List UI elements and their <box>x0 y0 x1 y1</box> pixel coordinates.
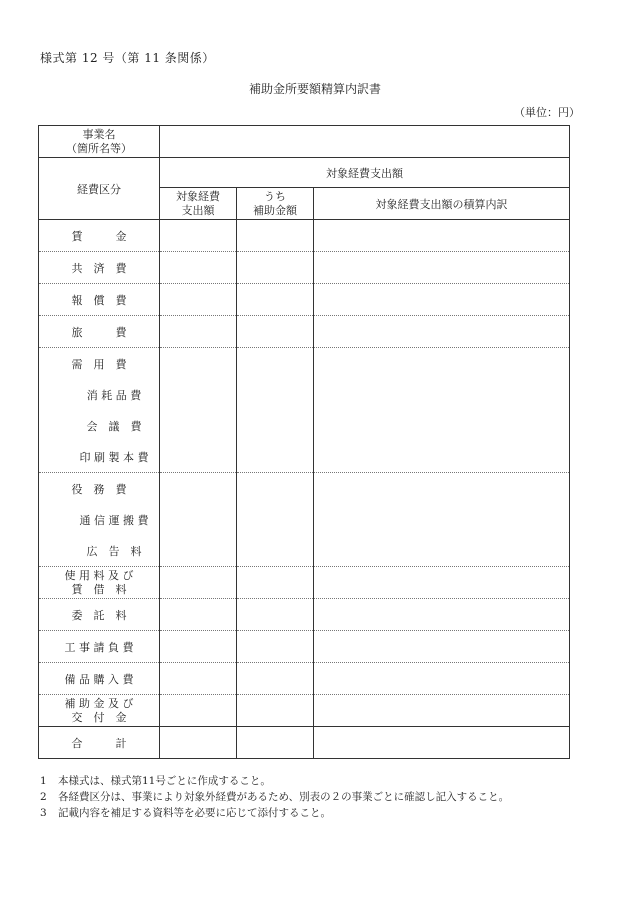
row-remuneration <box>39 284 570 316</box>
category-label: 役 務 費 <box>39 473 160 505</box>
row-meeting <box>39 410 570 441</box>
category-label: 工 事 請 負 費 <box>39 631 160 663</box>
subsidy-cell[interactable] <box>237 284 314 316</box>
breakdown-cell[interactable] <box>314 410 570 441</box>
row-equipment <box>39 663 570 695</box>
subsidy-cell[interactable] <box>237 695 314 727</box>
breakdown-cell[interactable] <box>314 599 570 631</box>
category-label: 旅 費 <box>39 316 160 348</box>
row-communication <box>39 504 570 535</box>
category-label: 賃 金 <box>39 220 160 252</box>
category-label: 需 用 費 <box>39 348 160 380</box>
subsidy-cell[interactable] <box>237 631 314 663</box>
breakdown-cell[interactable] <box>314 663 570 695</box>
breakdown-cell[interactable] <box>314 348 570 380</box>
row-mutual-aid <box>39 252 570 284</box>
spending-cell[interactable] <box>160 316 237 348</box>
row-services <box>39 473 570 505</box>
breakdown-cell[interactable] <box>314 695 570 727</box>
document-title: 補助金所要額精算内訳書 <box>248 82 381 96</box>
notes <box>40 773 509 821</box>
spending-cell[interactable] <box>160 252 237 284</box>
spending-cell[interactable] <box>160 535 237 567</box>
breakdown-cell[interactable] <box>314 252 570 284</box>
row-wages <box>39 220 570 252</box>
spending-cell[interactable] <box>160 473 237 505</box>
unit-label: （単位：円） <box>514 106 580 119</box>
spending-cell[interactable] <box>160 504 237 535</box>
row-consumables <box>39 379 570 410</box>
breakdown-cell[interactable] <box>314 441 570 473</box>
subsidy-cell[interactable] <box>237 410 314 441</box>
target-expense-header: 対象経費支出額 <box>160 158 570 188</box>
subsidy-cell[interactable] <box>237 535 314 567</box>
subsidy-column-header: うち 補助金額 <box>237 188 314 220</box>
breakdown-cell[interactable] <box>314 220 570 252</box>
spending-cell[interactable] <box>160 410 237 441</box>
category-label: 委 託 料 <box>39 599 160 631</box>
subsidy-cell[interactable] <box>237 663 314 695</box>
breakdown-cell[interactable] <box>314 631 570 663</box>
header-row <box>39 158 570 188</box>
spending-cell[interactable] <box>160 599 237 631</box>
category-label: 補 助 金 及 び 交 付 金 <box>39 695 160 727</box>
subsidy-cell[interactable] <box>237 379 314 410</box>
spending-cell[interactable] <box>160 220 237 252</box>
spending-cell[interactable] <box>160 567 237 599</box>
category-label: 通 信 運 搬 費 <box>39 504 160 535</box>
category-label: 使 用 料 及 び 賃 借 料 <box>39 567 160 599</box>
form-number: 様式第 12 号（第 11 条関係） <box>40 51 215 65</box>
spending-cell[interactable] <box>160 695 237 727</box>
subsidy-cell[interactable] <box>237 348 314 380</box>
breakdown-cell[interactable] <box>314 727 570 759</box>
row-total <box>39 727 570 759</box>
spending-cell[interactable] <box>160 441 237 473</box>
category-label: 報 償 費 <box>39 284 160 316</box>
project-name-label: 事業名 （箇所名等） <box>39 126 160 158</box>
subsidy-cell[interactable] <box>237 220 314 252</box>
settlement-breakdown-table <box>38 125 570 759</box>
note-item: 1 本様式は、様式第11号ごとに作成すること。 <box>40 775 271 787</box>
row-construction <box>39 631 570 663</box>
row-travel <box>39 316 570 348</box>
breakdown-cell[interactable] <box>314 567 570 599</box>
row-advertising <box>39 535 570 567</box>
expense-category-header: 経費区分 <box>39 158 160 220</box>
subsidy-cell[interactable] <box>237 252 314 284</box>
spending-column-header: 対象経費 支出額 <box>160 188 237 220</box>
subsidy-cell[interactable] <box>237 316 314 348</box>
category-label: 印 刷 製 本 費 <box>39 441 160 473</box>
spending-cell[interactable] <box>160 727 237 759</box>
breakdown-column-header: 対象経費支出額の積算内訳 <box>314 188 570 220</box>
subsidy-cell[interactable] <box>237 504 314 535</box>
breakdown-cell[interactable] <box>314 504 570 535</box>
project-name-cell[interactable] <box>160 126 570 158</box>
project-name-row <box>39 126 570 158</box>
breakdown-cell[interactable] <box>314 316 570 348</box>
category-label: 備 品 購 入 費 <box>39 663 160 695</box>
category-label: 消 耗 品 費 <box>39 379 160 410</box>
row-printing <box>39 441 570 473</box>
spending-cell[interactable] <box>160 379 237 410</box>
row-rental <box>39 567 570 599</box>
spending-cell[interactable] <box>160 348 237 380</box>
subsidy-cell[interactable] <box>237 599 314 631</box>
subsidy-cell[interactable] <box>237 441 314 473</box>
row-grants <box>39 695 570 727</box>
subsidy-cell[interactable] <box>237 727 314 759</box>
breakdown-cell[interactable] <box>314 473 570 505</box>
category-label: 広 告 料 <box>39 535 160 567</box>
subsidy-cell[interactable] <box>237 567 314 599</box>
category-label: 共 済 費 <box>39 252 160 284</box>
spending-cell[interactable] <box>160 663 237 695</box>
category-label: 合 計 <box>39 727 160 759</box>
row-supplies <box>39 348 570 380</box>
subsidy-cell[interactable] <box>237 473 314 505</box>
breakdown-cell[interactable] <box>314 284 570 316</box>
breakdown-cell[interactable] <box>314 379 570 410</box>
spending-cell[interactable] <box>160 631 237 663</box>
spending-cell[interactable] <box>160 284 237 316</box>
breakdown-cell[interactable] <box>314 535 570 567</box>
note-item: 2 各経費区分は、事業により対象外経費があるため、別表の２の事業ごとに確認し記入すること。 <box>40 791 510 803</box>
row-commission <box>39 599 570 631</box>
note-item: 3 記載内容を補足する資料等を必要に応じて添付すること。 <box>40 807 331 819</box>
category-label: 会 議 費 <box>39 410 160 441</box>
